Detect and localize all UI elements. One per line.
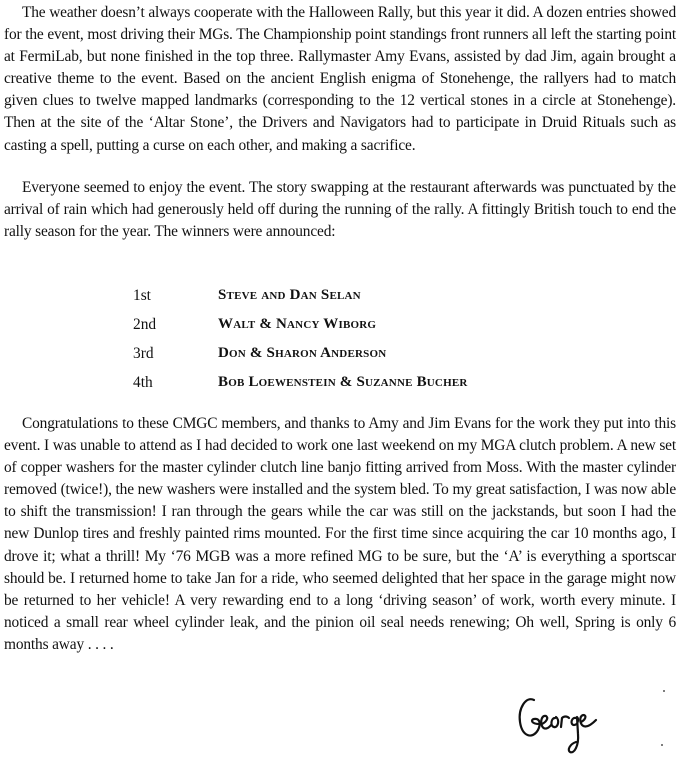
winner-row xyxy=(0,316,680,345)
winner-place: 4th xyxy=(133,374,153,391)
winner-name: Don & Sharon Anderson xyxy=(218,345,387,361)
winner-row xyxy=(0,345,680,374)
winner-place: 1st xyxy=(133,287,151,304)
winner-place: 3rd xyxy=(133,345,154,362)
handwritten-signature xyxy=(512,686,612,762)
winner-name: Steve and Dan Selan xyxy=(218,287,361,303)
winners-list xyxy=(0,287,680,403)
scan-speck xyxy=(661,744,663,746)
paragraph-rally-report: The weather doesn’t always cooperate with the Halloween Rally, but this year it did. A dozen entries showed for the event, most driving their MGs. The Championship point standings front runners all left the starting point at FermiLab, but none finished in the top three. Rallymaster Amy Evans, assisted by dad Jim, again brought a creative theme to the event. Based on the ancient English enigma of Stonehenge, the rallyers had to match given clues to twelve mapped landmarks (corresponding to the 12 vertical stones in a circle at Stonehenge). Then at the site of the ‘Altar Stone’, the Drivers and Navigators had to participate in Druid Rituals such as casting a spell, putting a curse on each other, and making a sacrifice. xyxy=(4,4,676,154)
winner-name: Bob Loewenstein & Suzanne Bucher xyxy=(218,374,468,390)
winner-name: Walt & Nancy Wiborg xyxy=(218,316,377,332)
scan-speck xyxy=(663,690,665,692)
winner-row xyxy=(0,287,680,316)
paragraph-mga-clutch-story: Congratulations to these CMGC members, and thanks to Amy and Jim Evans for the work they put into this event. I was unable to attend as I had decided to work one last weekend on my MGA clutch problem. A new set of copper washers for the master cylinder clutch line banjo fitting arrived from Moss. With the master cylinder removed (twice!), the new washers were installed and the system bled. To my great satisfaction, I was now able to shift the transmission! I ran through the gears while the car was still on the jackstands, but soon I had the new Dunlop tires and freshly painted rims mounted. For the first time since acquiring the car 10 months ago, I drove it; what a thrill! My ‘76 MGB was a more refined MG to be sure, but the ‘A’ is everything a sportscar should be. I returned home to take Jan for a ride, who seemed delighted that her space in the garage might now be returned to her vehicle! A very rewarding end to a long ‘driving season’ of work, worth every minute. I noticed a small rear wheel cylinder leak, and the pinion oil seal needs renewing; Oh well, Spring is only 6 months away . . . . xyxy=(4,415,676,653)
winner-row xyxy=(0,374,680,403)
paragraph-rally-aftermath: Everyone seemed to enjoy the event. The story swapping at the restaurant afterwards was punctuated by the arrival of rain which had generously held off during the running of the rally. A fittingly British touch to end the rally season for the year. The winners were announced: xyxy=(4,179,676,241)
winner-place: 2nd xyxy=(133,316,157,333)
